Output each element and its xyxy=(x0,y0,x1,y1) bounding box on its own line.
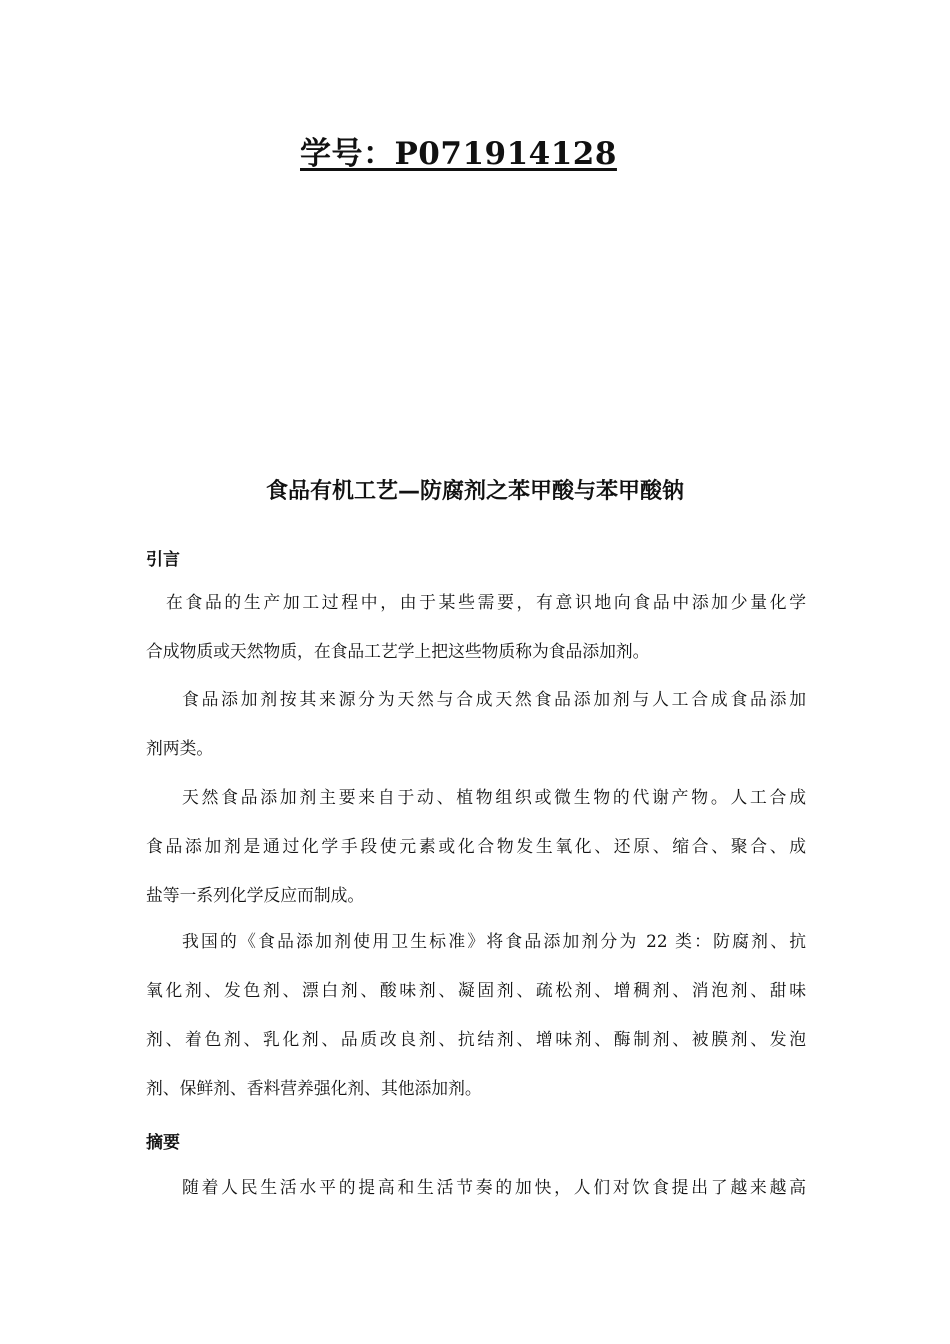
paragraph-line: 合成物质或天然物质，在食品工艺学上把这些物质称为食品添加剂。 xyxy=(146,641,650,661)
paragraph xyxy=(146,773,806,920)
student-id: 学号：P071914128 xyxy=(300,136,617,172)
paragraph-line: 氧化剂、发色剂、漂白剂、酸味剂、凝固剂、疏松剂、增稠剂、消泡剂、甜味 xyxy=(146,980,806,1000)
paragraph-line: 剂、保鲜剂、香料营养强化剂、其他添加剂。 xyxy=(146,1078,482,1098)
paragraph xyxy=(146,675,806,773)
paragraph-line: 我国的《食品添加剂使用卫生标准》将食品添加剂分为 22 类：防腐剂、抗 xyxy=(182,931,806,951)
paragraph-line: 在食品的生产加工过程中，由于某些需要，有意识地向食品中添加少量化学 xyxy=(166,592,806,612)
paragraph-line: 随着人民生活水平的提高和生活节奏的加快，人们对饮食提出了越来越高 xyxy=(182,1177,806,1197)
paragraph xyxy=(146,917,806,1113)
paragraph-line: 剂、着色剂、乳化剂、品质改良剂、抗结剂、增味剂、酶制剂、被膜剂、发泡 xyxy=(146,1029,806,1049)
paragraph xyxy=(146,1163,806,1212)
abstract-heading: 摘要 xyxy=(146,1133,180,1153)
intro-heading: 引言 xyxy=(146,550,180,570)
paragraph-line: 食品添加剂是通过化学手段使元素或化合物发生氧化、还原、缩合、聚合、成 xyxy=(146,836,806,856)
paragraph-line: 食品添加剂按其来源分为天然与合成天然食品添加剂与人工合成食品添加 xyxy=(182,689,806,709)
paragraph-line: 盐等一系列化学反应而制成。 xyxy=(146,885,365,905)
document-title: 食品有机工艺—防腐剂之苯甲酸与苯甲酸钠 xyxy=(265,479,684,504)
paragraph-line: 剂两类。 xyxy=(146,738,214,758)
paragraph-line: 天然食品添加剂主要来自于动、植物组织或微生物的代谢产物。人工合成 xyxy=(182,787,806,807)
paragraph xyxy=(146,578,806,676)
